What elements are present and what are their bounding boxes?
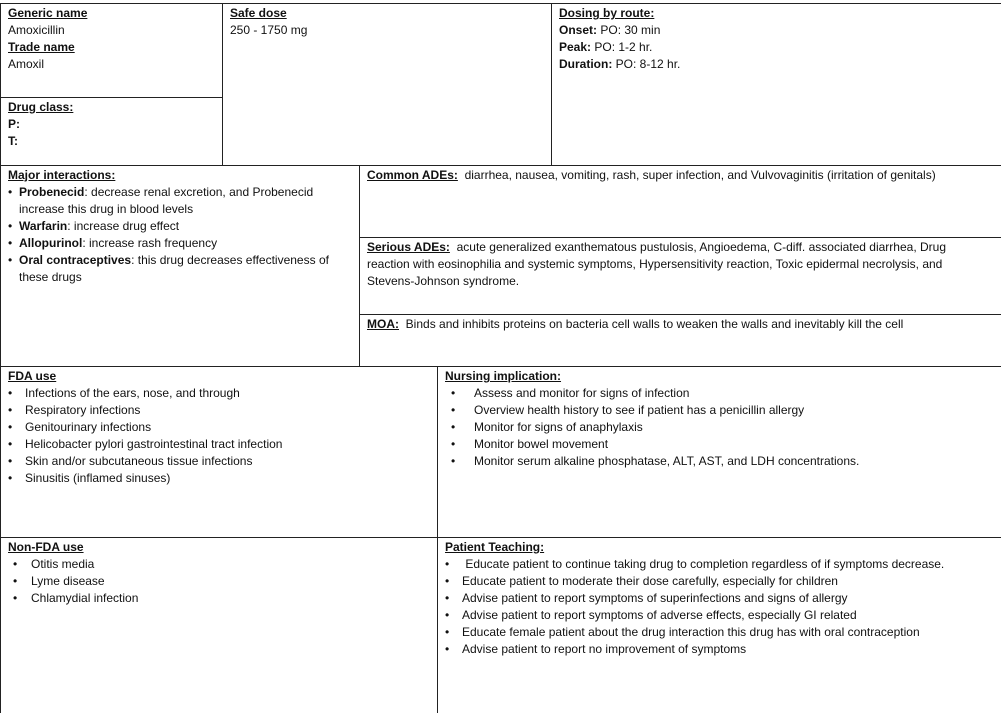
divider-h-row2 xyxy=(0,366,1001,367)
non-fda-use-cell xyxy=(8,539,433,607)
non-fda-use-list xyxy=(8,556,433,607)
list-item: • Monitor serum alkaline phosphatase, ALT, AST, and LDH concentrations. xyxy=(445,453,997,470)
serious-ades-line2: reaction with eosinophilia and systemic symptoms, Hypersensitivity reaction, Toxic epidermal necrolysis, and xyxy=(367,257,943,271)
dosing-route-cell xyxy=(559,5,994,73)
interaction-item xyxy=(8,235,352,252)
patient-teaching-label: Patient Teaching: xyxy=(445,540,545,554)
interaction-drug: Oral contraceptives xyxy=(19,253,132,267)
fda-use-list xyxy=(8,385,433,487)
list-item: • Assess and monitor for signs of infection xyxy=(445,385,997,402)
trade-name-label: Trade name xyxy=(8,40,75,54)
onset-row xyxy=(559,22,994,39)
serious-ades-cell xyxy=(367,239,997,290)
moa-cell xyxy=(367,316,997,333)
safe-dose-label: Safe dose xyxy=(230,6,287,20)
nursing-list xyxy=(445,385,997,470)
list-item: • Lyme disease xyxy=(8,573,433,590)
list-item: • Otitis media xyxy=(8,556,433,573)
border-left xyxy=(0,3,1,713)
divider-h-drugname xyxy=(0,97,222,98)
non-fda-use-label: Non-FDA use xyxy=(8,540,84,554)
interactions-cell xyxy=(8,167,352,286)
interaction-text: : increase drug effect xyxy=(67,219,180,233)
serious-ades-label: Serious ADEs: xyxy=(367,240,450,254)
list-item: • Sinusitis (inflamed sinuses) xyxy=(8,470,433,487)
interaction-item xyxy=(8,252,352,286)
list-item: • Chlamydial infection xyxy=(8,590,433,607)
trade-name-value: Amoxil xyxy=(8,57,45,71)
list-item: • Educate female patient about the drug interaction this drug has with oral contraception xyxy=(445,624,997,641)
dosing-route-label: Dosing by route: xyxy=(559,6,655,20)
fda-use-label: FDA use xyxy=(8,369,57,383)
divider-h-row3 xyxy=(0,537,1001,538)
list-item: • Educate patient to moderate their dose carefully, especially for children xyxy=(445,573,997,590)
interaction-drug: Probenecid xyxy=(19,185,85,199)
serious-ades-line1: acute generalized exanthematous pustulosis, Angioedema, C-diff. associated diarrhea, Drug xyxy=(456,240,946,254)
drug-name-cell xyxy=(8,5,218,73)
moa-label: MOA: xyxy=(367,317,399,331)
border-top xyxy=(0,3,1001,4)
interaction-text: : increase rash frequency xyxy=(82,236,218,250)
fda-use-cell xyxy=(8,368,433,487)
interaction-text: : this drug decreases effectiveness of these drugs xyxy=(19,253,329,284)
onset-value: PO: 30 min xyxy=(597,23,661,37)
interaction-item xyxy=(8,184,352,218)
list-item: • Infections of the ears, nose, and through xyxy=(8,385,433,402)
interactions-list xyxy=(8,184,352,286)
divider-v-row2 xyxy=(359,165,360,366)
interaction-item xyxy=(8,218,352,235)
list-item: • Monitor bowel movement xyxy=(445,436,997,453)
duration-row xyxy=(559,56,994,73)
drug-class-cell xyxy=(8,99,218,150)
generic-name-value: Amoxicillin xyxy=(8,23,65,37)
serious-ades-line3: Stevens-Johnson syndrome. xyxy=(367,274,520,288)
list-item: • Overview health history to see if patient has a penicillin allergy xyxy=(445,402,997,419)
divider-v-top-1 xyxy=(222,3,223,165)
list-item: • Genitourinary infections xyxy=(8,419,433,436)
interaction-drug: Allopurinol xyxy=(19,236,83,250)
list-item: • Educate patient to continue taking drug to completion regardless of if symptoms decrease. xyxy=(445,556,997,573)
pharmacologic-class-label: P: xyxy=(8,117,20,131)
patient-teaching-list xyxy=(445,556,997,658)
duration-label: Duration: xyxy=(559,57,613,71)
list-item: • Monitor for signs of anaphylaxis xyxy=(445,419,997,436)
divider-h-row1 xyxy=(0,165,1001,166)
common-ades-label: Common ADEs: xyxy=(367,168,458,182)
list-item: • Respiratory infections xyxy=(8,402,433,419)
divider-h-common xyxy=(359,237,1001,238)
therapeutic-class-label: T: xyxy=(8,134,18,148)
drug-class-label: Drug class: xyxy=(8,100,74,114)
list-item: • Advise patient to report symptoms of superinfections and signs of allergy xyxy=(445,590,997,607)
divider-h-serious xyxy=(359,314,1001,315)
divider-v-top-2 xyxy=(551,3,552,165)
list-item: • Advise patient to report symptoms of adverse effects, especially GI related xyxy=(445,607,997,624)
nursing-cell xyxy=(445,368,997,470)
common-ades-text: diarrhea, nausea, vomiting, rash, super infection, and Vulvovaginitis (irritation of genitals) xyxy=(464,168,936,182)
divider-v-bottom xyxy=(437,366,438,713)
interaction-drug: Warfarin xyxy=(19,219,68,233)
peak-label: Peak: xyxy=(559,40,592,54)
list-item: • Advise patient to report no improvement of symptoms xyxy=(445,641,997,658)
interactions-label: Major interactions: xyxy=(8,168,116,182)
common-ades-cell xyxy=(367,167,997,184)
duration-value: PO: 8-12 hr. xyxy=(612,57,681,71)
nursing-label: Nursing implication: xyxy=(445,369,562,383)
interaction-text: : decrease renal excretion, and Probenecid increase this drug in blood levels xyxy=(19,185,314,216)
generic-name-label: Generic name xyxy=(8,6,88,20)
safe-dose-value: 250 - 1750 mg xyxy=(230,23,308,37)
patient-teaching-cell xyxy=(445,539,997,658)
list-item: • Skin and/or subcutaneous tissue infections xyxy=(8,453,433,470)
peak-value: PO: 1-2 hr. xyxy=(591,40,653,54)
onset-label: Onset: xyxy=(559,23,598,37)
moa-text: Binds and inhibits proteins on bacteria cell walls to weaken the walls and inevitably kill the cell xyxy=(405,317,904,331)
safe-dose-cell xyxy=(230,5,545,39)
peak-row xyxy=(559,39,994,56)
list-item: • Helicobacter pylori gastrointestinal tract infection xyxy=(8,436,433,453)
